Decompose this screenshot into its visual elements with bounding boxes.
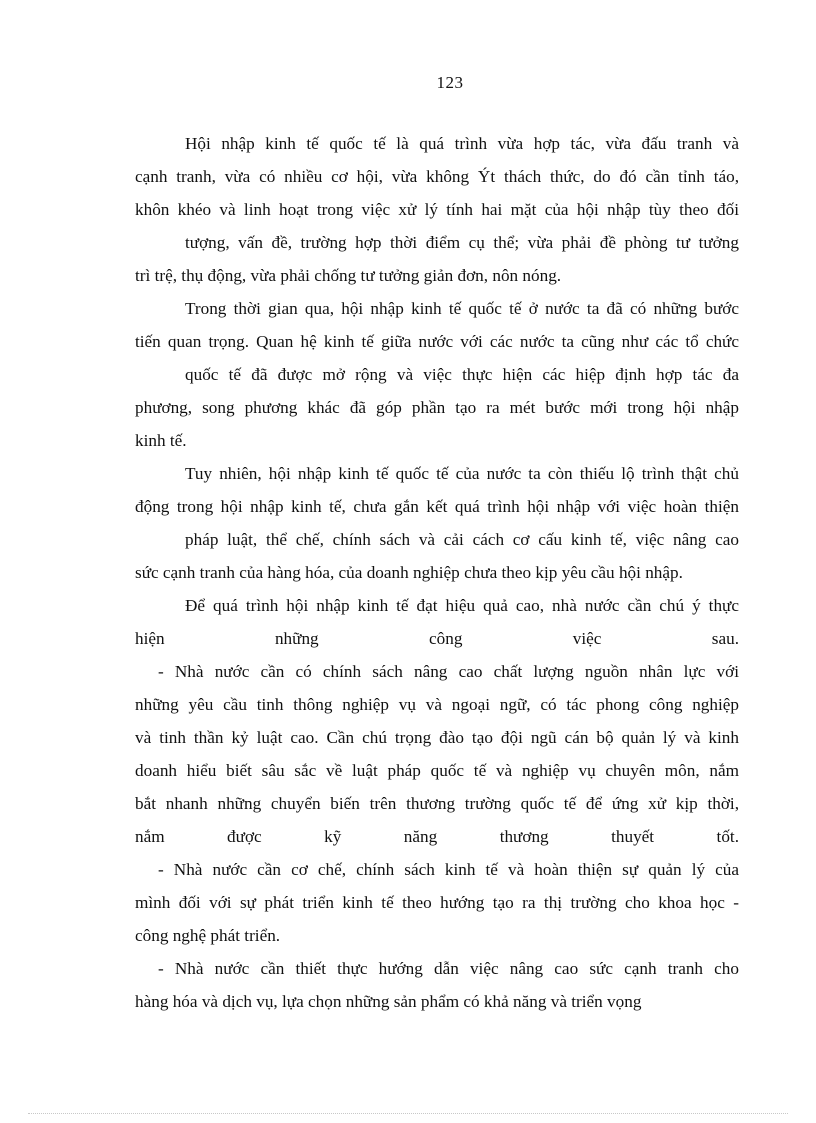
text-line: mình đối với sự phát triển kinh tế theo hướng tạo ra thị trường cho khoa học - [135,893,739,912]
text-line: quốc tế đã được mở rộng và việc thực hiện các hiệp định hợp tác đa [185,365,739,384]
text-line: Để quá trình hội nhập kinh tế đạt hiệu quả cao, nhà nước cần chú ý thực [185,596,739,615]
text-line: động trong hội nhập kinh tế, chưa gắn kết quá trình hội nhập với việc hoàn thiện [135,497,739,516]
text-line: tiến quan trọng. Quan hệ kinh tế giữa nước với các nước ta cũng như các tổ chức [135,332,739,351]
text-line: - Nhà nước cần có chính sách nâng cao chất lượng nguồn nhân lực với [158,662,739,681]
text-line: nắm được kỹ năng thương thuyết tốt. [135,827,739,846]
text-line: hiện những công việc sau. [135,629,739,648]
text-line: trì trệ, thụ động, vừa phải chống tư tưởng giản đơn, nôn nóng. [135,266,562,285]
text-line: - Nhà nước cần thiết thực hướng dẫn việc nâng cao sức cạnh tranh cho [158,959,739,978]
text-line: kinh tế. [135,431,187,450]
text-line: khôn khéo và linh hoạt trong việc xử lý tính hai mặt của hội nhập tùy theo đối [135,200,739,219]
text-line: công nghệ phát triển. [135,926,281,945]
text-line: và tinh thần kỷ luật cao. Cần chú trọng đào tạo đội ngũ cán bộ quản lý và kinh [135,728,739,747]
text-line: cạnh tranh, vừa có nhiều cơ hội, vừa không Ýt thách thức, do đó cần tỉnh táo, [135,167,739,186]
text-line: doanh hiểu biết sâu sắc về luật pháp quốc tế và nghiệp vụ chuyên môn, nắm [135,761,739,780]
text-line: - Nhà nước cần cơ chế, chính sách kinh tế và hoàn thiện sự quản lý của [158,860,739,879]
text-line: bắt nhanh những chuyển biến trên thương trường quốc tế để ứng xử kịp thời, [135,794,739,813]
text-line: những yêu cầu tinh thông nghiệp vụ và ngoại ngữ, có tác phong công nghiệp [135,695,739,714]
page-bottom-divider [28,1113,788,1114]
text-line: Trong thời gian qua, hội nhập kinh tế quốc tế ở nước ta đã có những bước [185,299,739,318]
text-line: tượng, vấn đề, trường hợp thời điểm cụ thể; vừa phải đề phòng tư tưởng [185,233,739,252]
text-line: phương, song phương khác đã góp phần tạo ra mét bước mới trong hội nhập [135,398,739,417]
text-line: Tuy nhiên, hội nhập kinh tế quốc tế của nước ta còn thiếu lộ trình thật chủ [185,464,739,483]
text-line: pháp luật, thể chế, chính sách và cải cách cơ cấu kinh tế, việc nâng cao [185,530,739,549]
text-line: hàng hóa và dịch vụ, lựa chọn những sản phẩm có khả năng và triển vọng [135,992,642,1011]
text-line: Hội nhập kinh tế quốc tế là quá trình vừa hợp tác, vừa đấu tranh và [185,134,739,153]
text-line: sức cạnh tranh của hàng hóa, của doanh nghiệp chưa theo kịp yêu cầu hội nhập. [135,563,683,582]
page-number: 123 [436,73,464,92]
